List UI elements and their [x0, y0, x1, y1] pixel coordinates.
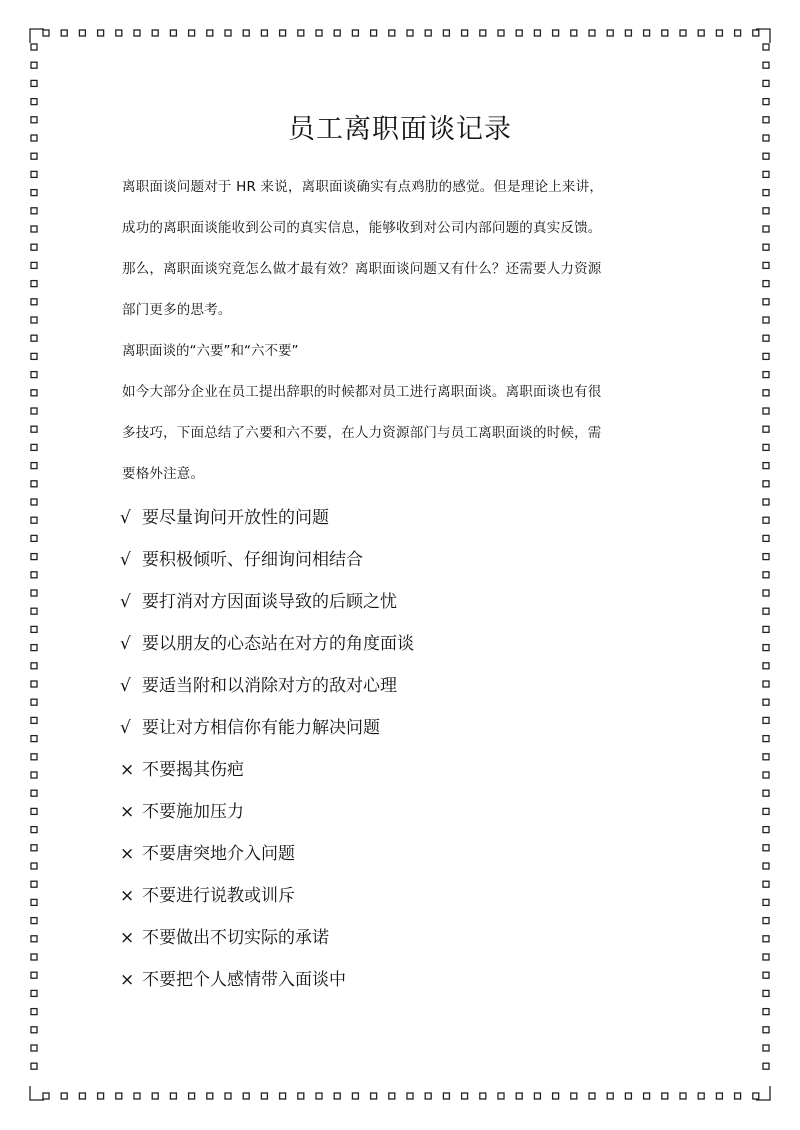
do-item-text: 要打消对方因面谈导致的后顾之忧 [142, 592, 397, 612]
border-square [763, 972, 769, 978]
border-square [763, 226, 769, 232]
border-square [516, 1093, 522, 1099]
border-square [763, 499, 769, 505]
border-square [116, 1093, 122, 1099]
do-item-text: 要尽量询问开放性的问题 [142, 508, 329, 528]
border-square [425, 30, 431, 36]
intro-line: 离职面谈问题对于 HR 来说，离职面谈确实有点鸡肋的感觉。但是理论上来讲， [122, 179, 604, 195]
section-heading: 离职面谈的“六要”和“六不要” [122, 343, 299, 359]
border-square [334, 1093, 340, 1099]
border-square [31, 863, 37, 869]
border-square [763, 936, 769, 942]
border-square [134, 1093, 140, 1099]
border-square [207, 1093, 213, 1099]
border-square [625, 1093, 631, 1099]
border-square [280, 1093, 286, 1099]
border-square [763, 1045, 769, 1051]
border-square [31, 335, 37, 341]
border-square [31, 881, 37, 887]
border-square [763, 62, 769, 68]
border-square [763, 772, 769, 778]
cross-icon: × [120, 928, 135, 948]
border-square [763, 208, 769, 214]
section-line: 如今大部分企业在员工提出辞职的时候都对员工进行离职面谈。离职面谈也有很 [122, 384, 602, 400]
border-square [152, 1093, 158, 1099]
border-square [31, 190, 37, 196]
border-square [716, 30, 722, 36]
border-square [61, 30, 67, 36]
border-square [716, 1093, 722, 1099]
border-square [225, 30, 231, 36]
border-square [334, 30, 340, 36]
border-square [31, 153, 37, 159]
border-square [735, 1093, 741, 1099]
section-line: 多技巧，下面总结了六要和六不要，在人力资源部门与员工离职面谈的时候，需 [122, 425, 602, 441]
border-square [243, 1093, 249, 1099]
border-square [43, 30, 49, 36]
border-square [553, 1093, 559, 1099]
border-square [753, 1093, 759, 1099]
border-square [763, 845, 769, 851]
border-square [735, 30, 741, 36]
dont-item-text: 不要唐突地介入问题 [142, 844, 295, 864]
border-square [763, 408, 769, 414]
border-square [763, 390, 769, 396]
page-title: 员工离职面谈记录 [288, 114, 512, 145]
border-square [79, 30, 85, 36]
dont-item [120, 959, 680, 1001]
border-square [763, 99, 769, 105]
do-item [120, 623, 680, 665]
border-square [31, 535, 37, 541]
border-square [516, 30, 522, 36]
border-square [607, 1093, 613, 1099]
border-square [571, 1093, 577, 1099]
border-square [443, 30, 449, 36]
border-square [31, 608, 37, 614]
checkmark-icon: √ [120, 676, 131, 696]
border-square [480, 1093, 486, 1099]
border-square [534, 1093, 540, 1099]
border-square [31, 918, 37, 924]
border-square [389, 30, 395, 36]
do-item [120, 665, 680, 707]
border-square [298, 1093, 304, 1099]
border-square [763, 317, 769, 323]
border-square [625, 30, 631, 36]
border-corner [30, 1086, 44, 1100]
border-square [316, 30, 322, 36]
border-square [31, 990, 37, 996]
dont-item [120, 833, 680, 875]
border-square [31, 390, 37, 396]
border-square [31, 663, 37, 669]
border-square [763, 717, 769, 723]
do-item-text: 要适当附和以消除对方的敌对心理 [142, 676, 397, 696]
border-square [763, 554, 769, 560]
border-square [31, 372, 37, 378]
border-square [225, 1093, 231, 1099]
border-square [425, 1093, 431, 1099]
border-square [763, 372, 769, 378]
border-square [571, 30, 577, 36]
border-square [31, 645, 37, 651]
intro-line: 部门更多的思考。 [122, 302, 232, 318]
border-square [31, 408, 37, 414]
border-square [243, 30, 249, 36]
dos-and-donts-list [120, 497, 680, 1001]
dont-item [120, 791, 680, 833]
border-square [763, 1027, 769, 1033]
border-square [763, 990, 769, 996]
border-square [31, 44, 37, 50]
border-square [763, 918, 769, 924]
border-square [31, 736, 37, 742]
border-square [763, 262, 769, 268]
border-square [534, 30, 540, 36]
dont-item-text: 不要把个人感情带入面谈中 [142, 970, 346, 990]
border-square [31, 262, 37, 268]
do-item-text: 要以朋友的心态站在对方的角度面谈 [142, 634, 414, 654]
border-square [31, 444, 37, 450]
border-square [498, 1093, 504, 1099]
border-square [763, 608, 769, 614]
border-square [462, 1093, 468, 1099]
border-square [763, 681, 769, 687]
border-square [31, 626, 37, 632]
dont-item-text: 不要进行说教或训斥 [142, 886, 295, 906]
dont-item-text: 不要施加压力 [142, 802, 244, 822]
border-square [31, 681, 37, 687]
border-square [763, 353, 769, 359]
checkmark-icon: √ [120, 592, 131, 612]
border-square [207, 30, 213, 36]
do-item [120, 539, 680, 581]
checkmark-icon: √ [120, 508, 131, 528]
border-square [43, 1093, 49, 1099]
border-square [31, 244, 37, 250]
border-square [31, 353, 37, 359]
border-square [763, 645, 769, 651]
border-square [763, 153, 769, 159]
border-square [763, 699, 769, 705]
do-item-text: 要让对方相信你有能力解决问题 [142, 718, 380, 738]
border-square [31, 1045, 37, 1051]
border-square [170, 1093, 176, 1099]
border-square [316, 1093, 322, 1099]
border-square [763, 426, 769, 432]
border-square [589, 1093, 595, 1099]
border-square [407, 1093, 413, 1099]
border-square [352, 30, 358, 36]
border-square [763, 827, 769, 833]
border-square [553, 30, 559, 36]
border-square [763, 736, 769, 742]
border-square [116, 30, 122, 36]
border-square [763, 663, 769, 669]
do-item-text: 要积极倾听、仔细询问相结合 [142, 550, 363, 570]
border-square [31, 171, 37, 177]
do-item [120, 707, 680, 749]
border-square [261, 1093, 267, 1099]
border-square [763, 808, 769, 814]
checkmark-icon: √ [120, 550, 131, 570]
border-square [443, 1093, 449, 1099]
border-square [763, 572, 769, 578]
border-square [31, 517, 37, 523]
cross-icon: × [120, 970, 135, 990]
border-square [763, 881, 769, 887]
border-square [763, 590, 769, 596]
border-square [371, 1093, 377, 1099]
border-square [763, 517, 769, 523]
border-square [389, 1093, 395, 1099]
border-square [407, 30, 413, 36]
border-square [680, 30, 686, 36]
section-line: 要格外注意。 [122, 466, 205, 482]
cross-icon: × [120, 844, 135, 864]
border-square [763, 954, 769, 960]
cross-icon: × [120, 802, 135, 822]
border-square [763, 299, 769, 305]
border-square [662, 1093, 668, 1099]
border-square [98, 1093, 104, 1099]
border-square [189, 30, 195, 36]
border-square [31, 954, 37, 960]
cross-icon: × [120, 760, 135, 780]
border-square [31, 1027, 37, 1033]
border-square [280, 30, 286, 36]
border-square [31, 590, 37, 596]
border-square [134, 30, 140, 36]
border-square [189, 1093, 195, 1099]
border-corner [30, 29, 44, 43]
border-square [261, 30, 267, 36]
border-square [31, 481, 37, 487]
border-square [763, 1009, 769, 1015]
border-square [462, 30, 468, 36]
border-square [170, 30, 176, 36]
border-square [763, 80, 769, 86]
border-square [31, 572, 37, 578]
border-square [31, 554, 37, 560]
border-square [644, 1093, 650, 1099]
border-square [31, 463, 37, 469]
border-square [31, 499, 37, 505]
border-square [98, 30, 104, 36]
border-square [31, 62, 37, 68]
border-square [31, 1009, 37, 1015]
border-square [763, 171, 769, 177]
border-square [763, 335, 769, 341]
border-square [698, 30, 704, 36]
border-square [31, 281, 37, 287]
border-square [763, 463, 769, 469]
border-square [763, 281, 769, 287]
cross-icon: × [120, 886, 135, 906]
border-square [31, 226, 37, 232]
border-square [31, 790, 37, 796]
checkmark-icon: √ [120, 718, 131, 738]
border-square [753, 30, 759, 36]
border-square [763, 626, 769, 632]
border-square [763, 44, 769, 50]
border-square [31, 972, 37, 978]
border-square [680, 1093, 686, 1099]
border-square [31, 317, 37, 323]
border-square [480, 30, 486, 36]
border-square [152, 30, 158, 36]
dont-item-text: 不要做出不切实际的承诺 [142, 928, 329, 948]
border-square [698, 1093, 704, 1099]
intro-line: 那么，离职面谈究竟怎么做才最有效？离职面谈问题又有什么？还需要人力资源 [122, 261, 602, 277]
border-square [763, 899, 769, 905]
border-square [31, 899, 37, 905]
border-square [31, 717, 37, 723]
border-square [589, 30, 595, 36]
border-square [763, 863, 769, 869]
border-square [31, 1063, 37, 1069]
border-square [763, 1063, 769, 1069]
document-body [122, 167, 692, 495]
border-square [763, 790, 769, 796]
border-square [31, 936, 37, 942]
border-square [31, 299, 37, 305]
border-square [79, 1093, 85, 1099]
border-square [31, 99, 37, 105]
do-item [120, 581, 680, 623]
border-square [763, 444, 769, 450]
border-square [763, 754, 769, 760]
border-square [763, 535, 769, 541]
dont-item [120, 917, 680, 959]
border-square [298, 30, 304, 36]
border-square [31, 808, 37, 814]
do-item [120, 497, 680, 539]
border-square [31, 827, 37, 833]
border-square [31, 699, 37, 705]
border-square [763, 244, 769, 250]
border-square [31, 208, 37, 214]
border-square [763, 190, 769, 196]
border-square [31, 845, 37, 851]
dont-item [120, 749, 680, 791]
border-square [371, 30, 377, 36]
border-square [498, 30, 504, 36]
dont-item [120, 875, 680, 917]
border-square [352, 1093, 358, 1099]
checkmark-icon: √ [120, 634, 131, 654]
border-square [31, 754, 37, 760]
border-square [31, 426, 37, 432]
border-square [644, 30, 650, 36]
border-square [31, 80, 37, 86]
border-square [31, 772, 37, 778]
border-square [607, 30, 613, 36]
dont-item-text: 不要揭其伤疤 [142, 760, 244, 780]
border-square [61, 1093, 67, 1099]
border-square [763, 481, 769, 487]
intro-line: 成功的离职面谈能收到公司的真实信息，能够收到对公司内部问题的真实反馈。 [122, 220, 602, 236]
border-square [662, 30, 668, 36]
